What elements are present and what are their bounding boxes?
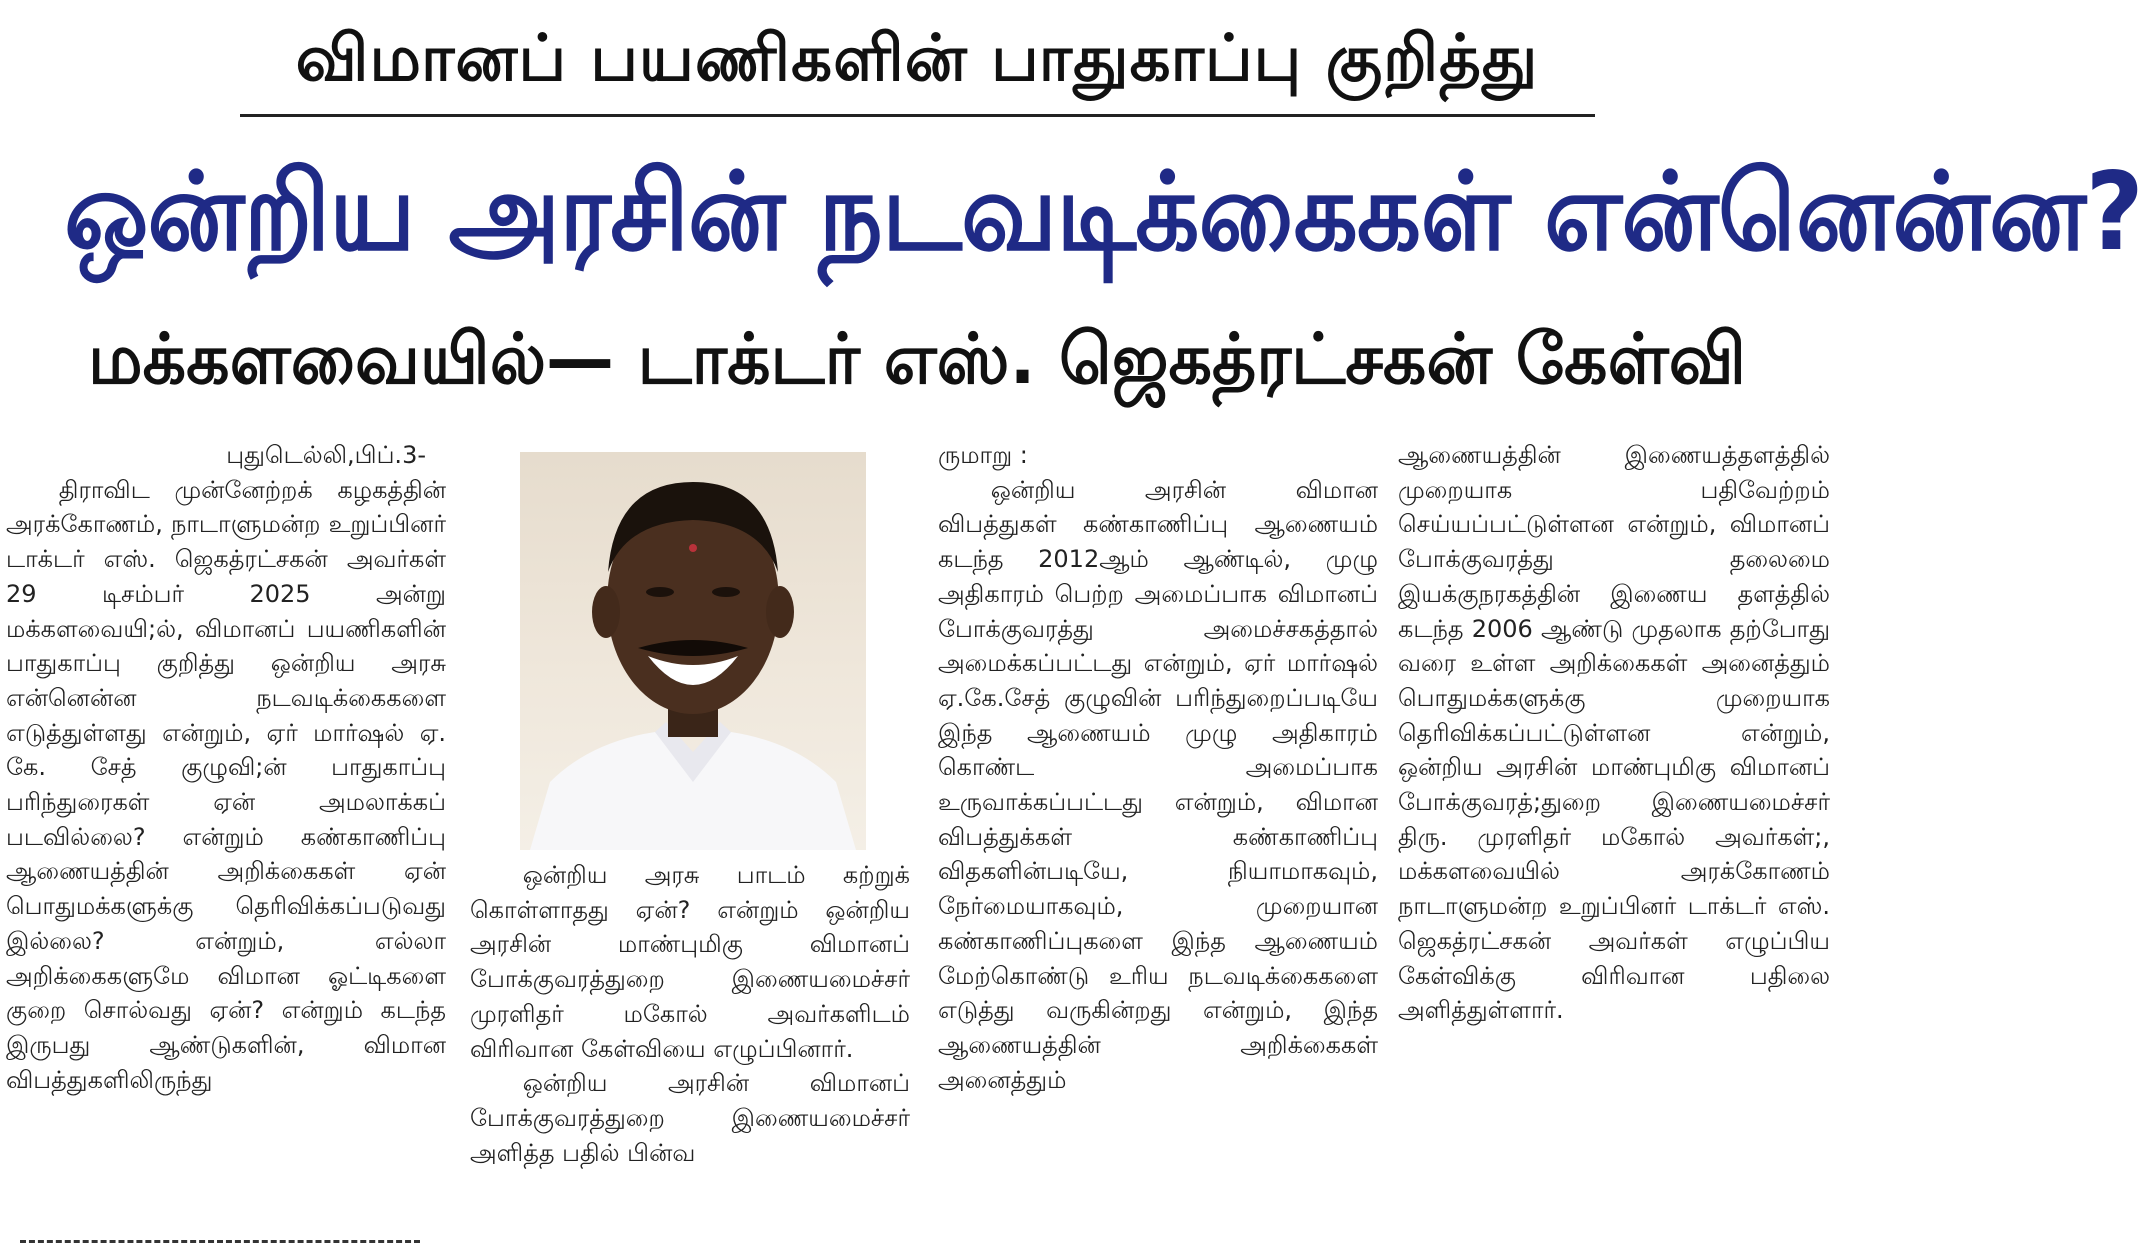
- article-column-1: [6, 438, 446, 1238]
- column-divider: [20, 1240, 420, 1243]
- article-column-4: [1398, 438, 1830, 1218]
- paragraph: ஆணையத்தின் இணையத்தளத்தில் முறையாக பதிவேற்றம் செய்யப்பட்டுள்ளன என்றும், விமானப் போக்குவரத்து தலைமை இயக்குநரகத்தின் இணைய தளத்தில் கடந்த 2006 ஆண்டு முதலாக தற்போது வரை உள்ள அறிக்கைகள் அனைத்தும் பொதுமக்களுக்கு முறையாக தெரிவிக்கப்பட்டுள்ளன என்றும், ஒன்றிய அரசின் மாண்புமிகு விமானப் போக்குவரத்;துறை இணையமைச்சர் திரு. முரளிதர் மகோல் அவர்கள்;, மக்களவையில் அரக்கோணம் நாடாளுமன்ற உறுப்பினர் டாக்டர் எஸ். ஜெகத்ரட்சகன் அவர்கள் எழுப்பிய கேள்விக்கு விரிவான பதிலை அளித்துள்ளார்.: [1398, 441, 1830, 1025]
- portrait-photo: [520, 452, 866, 850]
- main-headline: ஒன்றிய அரசின் நடவடிக்கைகள் என்னென்ன?: [64, 150, 2143, 275]
- headline-rule: [240, 114, 1595, 117]
- paragraph: ஒன்றிய அரசு பாடம் கற்றுக் கொள்ளாதது ஏன்? என்றும் ஒன்றிய அரசின் மாண்புமிகு விமானப் போக்குவரத்துறை இணையமைச்சர் முரளிதர் மகோல் அவர்களிடம் விரிவான கேள்வியை எழுப்பினார்.: [470, 861, 910, 1063]
- paragraph: ஒன்றிய அரசின் விமான விபத்துகள் கண்காணிப்பு ஆணையம் கடந்த 2012ஆம் ஆண்டில், முழு அதிகாரம் பெற்ற அமைப்பாக விமானப் போக்குவரத்து அமைச்சகத்தால் அமைக்கப்பட்டது என்றும், ஏர் மார்ஷல் ஏ.கே.சேத் குழுவின் பரிந்துறைப்படியே இந்த ஆணையம் முழு அதிகாரம் கொண்ட அமைப்பாக உருவாக்கப்பட்டது என்றும், விமான விபத்துக்கள் கண்காணிப்பு விதகளின்படியே, நியாமாகவும், நேர்மையாகவும், முறையான கண்காணிப்புகளை இந்த ஆணையம் மேற்கொண்டு உரிய நடவடிக்கைகளை எடுத்து வருகின்றது என்றும், இந்த ஆணையத்தின் அறிக்கைகள் அனைத்தும்: [938, 475, 1378, 1094]
- subheadline: மக்களவையில்— டாக்டர் எஸ். ஜெகத்ரட்சகன் கேள்வி: [87, 318, 1746, 400]
- dateline: புதுடெல்லி,பிப்.3-: [226, 441, 426, 469]
- article-column-2: [470, 858, 910, 1250]
- kicker-headline: விமானப் பயணிகளின் பாதுகாப்பு குறித்து: [295, 22, 1539, 96]
- paragraph: ஒன்றிய அரசின் விமானப் போக்குவரத்துறை இணையமைச்சர் அளித்த பதில் பின்வ: [470, 1069, 910, 1167]
- paragraph: திராவிட முன்னேற்றக் கழகத்தின் அரக்கோணம், நாடாளுமன்ற உறுப்பினர் டாக்டர் எஸ். ஜெகத்ரட்சகன் அவர்கள் 29 டிசம்பர் 2025 அன்று மக்களவையி;ல், விமானப் பயணிகளின் பாதுகாப்பு குறித்து ஒன்றிய அரசு என்னென்ன நடவடிக்கைகளை எடுத்துள்ளது என்றும், ஏர் மார்ஷல் ஏ. கே. சேத் குழுவி;ன் பாதுகாப்பு பரிந்துரைகள் ஏன் அமலாக்கப் படவில்லை? என்றும் கண்காணிப்பு ஆணையத்தின் அறிக்கைகள் ஏன் பொதுமக்களுக்கு தெரிவிக்கப்படுவது இல்லை? என்றும், எல்லா அறிக்கைகளுமே விமான ஓட்டிகளை குறை சொல்வது ஏன்? என்றும் கடந்த இருபது ஆண்டுகளின், விமான விபத்துகளிலிருந்து: [6, 475, 446, 1094]
- article-column-3: [938, 438, 1378, 1238]
- paragraph: ருமாறு :: [938, 441, 1028, 469]
